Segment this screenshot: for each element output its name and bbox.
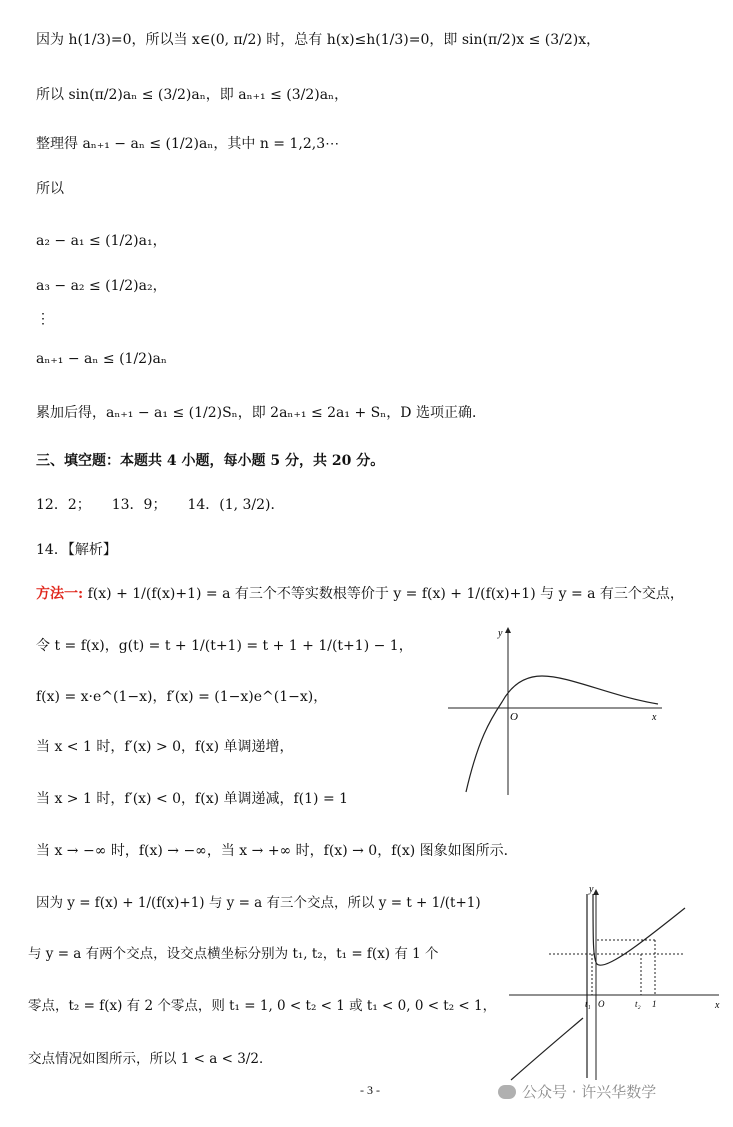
x-axis-label: x: [652, 712, 657, 723]
text-line-2: 所以 sin(π/2)aₙ ≤ (3/2)aₙ，即 aₙ₊₁ ≤ (3/2)aₙ，: [36, 87, 349, 103]
text-line-8: aₙ₊₁ − aₙ ≤ (1/2)aₙ: [36, 351, 167, 367]
watermark-text: 公众号 · 许兴华数学: [522, 1083, 657, 1101]
watermark: [498, 1081, 656, 1102]
t2-label: t₂: [635, 999, 641, 1009]
text-line-19: 与 y = a 有两个交点，设交点横坐标分别为 t₁, t₂，t₁ = f(x) 有 1 个: [28, 946, 439, 962]
y-axis-label: y: [589, 884, 594, 895]
text-line-7: ⋮: [36, 311, 50, 327]
graph-f: [440, 620, 670, 800]
curve-right-branch: [593, 894, 685, 965]
solution-heading: 14．【解析】: [36, 542, 117, 558]
x-axis-label: x: [715, 1000, 720, 1011]
text-line-14: f(x) = x·e^(1−x)，f′(x) = (1−x)e^(1−x)，: [36, 689, 328, 705]
page-number: - 3 -: [360, 1083, 380, 1097]
text-line-6: a₃ − a₂ ≤ (1/2)a₂，: [36, 278, 167, 294]
method-line: [36, 585, 684, 603]
origin-label: O: [598, 999, 605, 1009]
y-axis-label: y: [498, 628, 503, 639]
text-line-18: 因为 y = f(x) + 1/(f(x)+1) 与 y = a 有三个交点，所以 y = t + 1/(t+1): [36, 895, 481, 911]
answers-line: 12．2； 13．9； 14．(1, 3/2)．: [36, 497, 285, 513]
curve-left-branch: [511, 1018, 583, 1080]
origin-label: O: [510, 711, 518, 723]
text-line-17: 当 x → −∞ 时，f(x) → −∞，当 x → +∞ 时，f(x) → 0，f(x) 图象如图所示．: [36, 843, 518, 859]
text-line-5: a₂ − a₁ ≤ (1/2)a₁，: [36, 233, 167, 249]
text-line-21: 交点情况如图所示，所以 1 < a < 3/2．: [28, 1051, 273, 1067]
graph-g: [505, 880, 730, 1085]
wechat-icon: [498, 1085, 516, 1099]
curve-f: [466, 676, 658, 792]
text-line-20: 零点，t₂ = f(x) 有 2 个零点，则 t₁ = 1, 0 < t₂ < 1 或 t₁ < 0, 0 < t₂ < 1，: [28, 998, 497, 1014]
text-line-13: 令 t = f(x)，g(t) = t + 1/(t+1) = t + 1 + 1/(t+1) − 1，: [36, 638, 413, 654]
t1-label: t₁: [585, 999, 591, 1009]
text-line-9: 累加后得，aₙ₊₁ − a₁ ≤ (1/2)Sₙ，即 2aₙ₊₁ ≤ 2a₁ + Sₙ，D 选项正确．: [36, 405, 486, 421]
one-label: 1: [652, 999, 657, 1009]
method-label: 方法一:: [36, 586, 84, 602]
section-heading: 三、填空题：本题共 4 小题，每小题 5 分，共 20 分。: [36, 453, 385, 469]
text-line-1: 因为 h(1/3)=0，所以当 x∈(0, π/2) 时，总有 h(x)≤h(1/3)=0，即 sin(π/2)x ≤ (3/2)x，: [36, 32, 601, 48]
text-line-4: 所以: [36, 181, 64, 197]
method-text: f(x) + 1/(f(x)+1) = a 有三个不等实数根等价于 y = f(x) + 1/(f(x)+1) 与 y = a 有三个交点，: [87, 586, 684, 602]
text-line-3: 整理得 aₙ₊₁ − aₙ ≤ (1/2)aₙ，其中 n = 1,2,3⋯: [36, 136, 340, 152]
text-line-16: 当 x > 1 时，f′(x) < 0，f(x) 单调递减，f(1) = 1: [36, 791, 349, 807]
text-line-15: 当 x < 1 时，f′(x) > 0，f(x) 单调递增，: [36, 739, 294, 755]
